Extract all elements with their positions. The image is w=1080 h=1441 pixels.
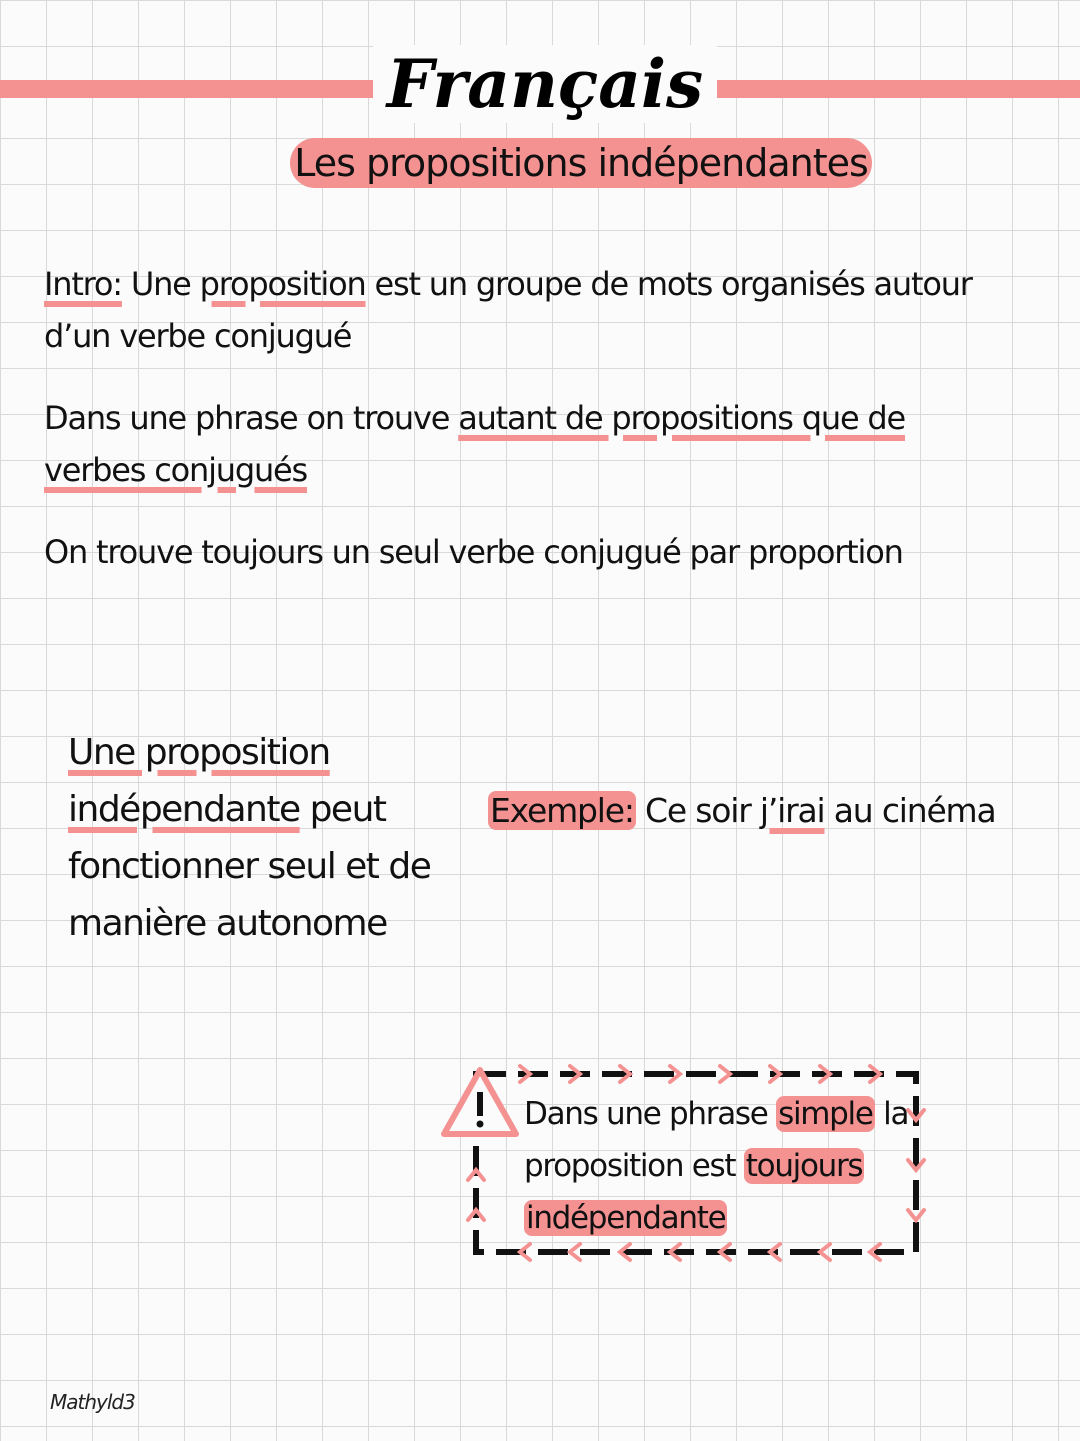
page-title	[360, 42, 730, 126]
example-verb: j’irai	[759, 791, 825, 830]
page-subtitle: Les propositions indépendantes	[290, 138, 872, 188]
definition-block	[68, 724, 448, 952]
intro-paragraph	[44, 258, 1004, 362]
rule-paragraph	[44, 392, 1004, 496]
rule-text-1: Dans une phrase on trouve	[44, 399, 459, 437]
example-text-1: Ce soir	[635, 791, 760, 830]
page-title-text: Français	[373, 45, 717, 123]
intro-text-2: est un groupe de mots organisés autour d’un verbe conjugué	[44, 265, 972, 355]
definition-underlined: Une proposition indépendante	[68, 732, 330, 830]
warning-text-1: Dans une phrase	[524, 1096, 777, 1132]
warning-hl-3: indépendante	[526, 1200, 726, 1236]
intro-label: Intro:	[44, 265, 122, 303]
definition-text: peut fonctionner seul et de manière autonome	[68, 789, 431, 944]
warning-triangle-icon	[444, 1070, 516, 1134]
warning-text-2: la proposition est	[524, 1096, 909, 1184]
warning-hl-1: simple	[778, 1096, 873, 1132]
rule-underlined: autant de propositions que de verbes conjugués	[44, 399, 905, 489]
intro-text-1: Une	[121, 265, 200, 303]
warning-hl-2: toujours	[745, 1148, 863, 1184]
warning-text	[524, 1088, 914, 1244]
example-line	[488, 786, 1048, 836]
note-paragraph: On trouve toujours un seul verbe conjugué par proportion	[44, 533, 903, 571]
author-signature: Mathyld3	[50, 1390, 135, 1414]
example-text-2: au cinéma	[824, 791, 996, 830]
intro-term: proposition	[199, 265, 366, 303]
example-label: Exemple:	[490, 791, 634, 830]
